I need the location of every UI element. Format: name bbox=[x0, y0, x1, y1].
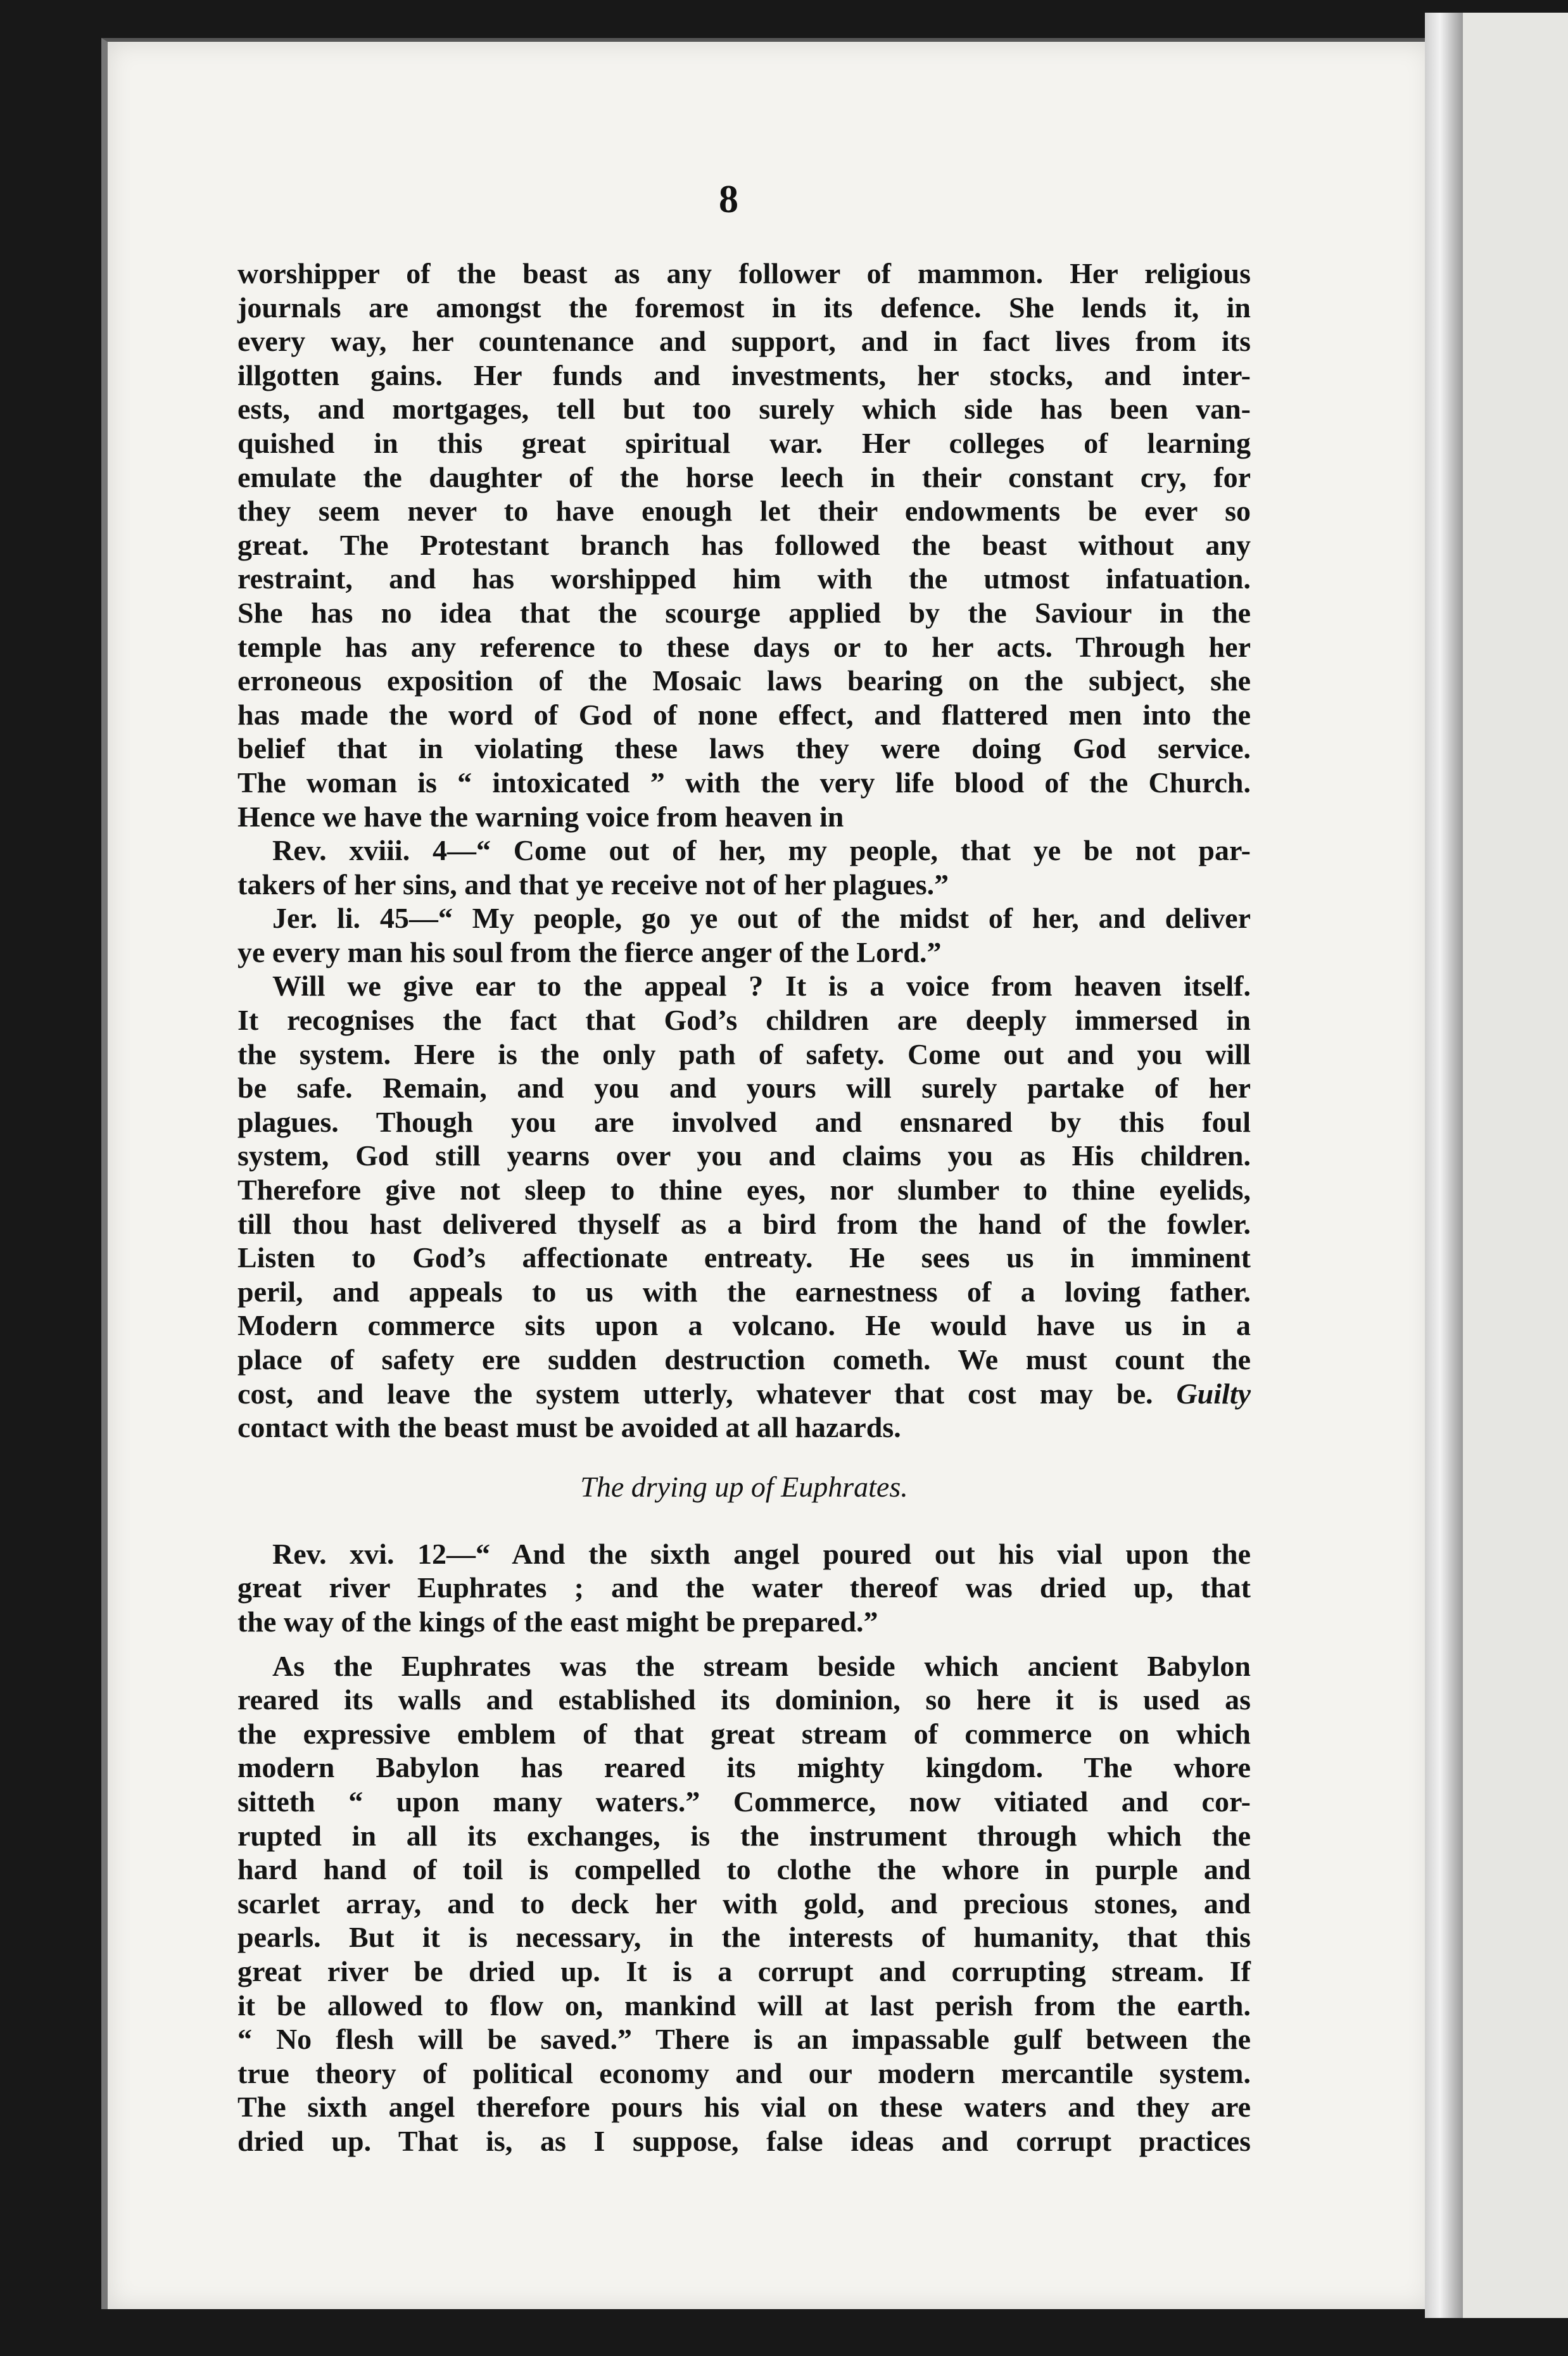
text-line: emulate the daughter of the horse leech in their constant cry, for bbox=[237, 460, 1251, 493]
book-spine bbox=[1425, 13, 1463, 2318]
facing-page-edge bbox=[1463, 13, 1568, 2318]
scripture-quote-line: Rev. xviii. 4—“ Come out of her, my people, that ye be not par- bbox=[272, 834, 1251, 867]
section-heading: The drying up of Euphrates. bbox=[580, 1470, 908, 1503]
text-line: Hence we have the warning voice from heaven in bbox=[237, 800, 844, 833]
scripture-quote-line: ye every man his soul from the fierce anger of the Lord.” bbox=[237, 935, 942, 968]
text-line: great. The Protestant branch has followed the beast without any bbox=[237, 528, 1251, 561]
page-number: 8 bbox=[719, 178, 738, 221]
scripture-quote-line: Rev. xvi. 12—“ And the sixth angel poured out his vial upon the bbox=[272, 1537, 1251, 1570]
text-line: erroneous exposition of the Mosaic laws bearing on the subject, she bbox=[237, 664, 1251, 697]
text-line: Will we give ear to the appeal ? It is a voice from heaven itself. bbox=[272, 970, 1251, 1003]
text-line: it be allowed to flow on, mankind will at last perish from the earth. bbox=[237, 1989, 1251, 2022]
text-line: Listen to God’s affectionate entreaty. He sees us in imminent bbox=[237, 1241, 1251, 1274]
text-line: modern Babylon has reared its mighty kingdom. The whore bbox=[237, 1751, 1251, 1784]
italic-word: Guilty bbox=[1176, 1377, 1251, 1410]
text-line: the expressive emblem of that great stream of commerce on which bbox=[237, 1717, 1251, 1750]
text-line: quished in this great spiritual war. Her colleges of learning bbox=[237, 426, 1251, 459]
text-line: the system. Here is the only path of safety. Come out and you will bbox=[237, 1037, 1251, 1070]
text-line: reared its walls and established its dominion, so here it is used as bbox=[237, 1683, 1251, 1716]
body-text bbox=[237, 256, 1251, 2158]
text-line: “ No flesh will be saved.” There is an impassable gulf between the bbox=[237, 2023, 1251, 2056]
text-line: ests, and mortgages, tell but too surely which side has been van- bbox=[237, 393, 1251, 426]
text-line: restraint, and has worshipped him with the utmost infatuation. bbox=[237, 562, 1251, 595]
text-line: sitteth “ upon many waters.” Commerce, now vitiated and cor- bbox=[237, 1785, 1251, 1818]
text-line: peril, and appeals to us with the earnestness of a loving father. bbox=[237, 1275, 1251, 1308]
text-line: till thou hast delivered thyself as a bird from the hand of the fowler. bbox=[237, 1207, 1251, 1240]
text-line: She has no idea that the scourge applied by the Saviour in the bbox=[237, 596, 1251, 629]
text-line: dried up. That is, as I suppose, false ideas and corrupt practices bbox=[237, 2124, 1251, 2157]
text-line-content: cost, and leave the system utterly, whatever that cost may be. bbox=[237, 1377, 1153, 1410]
text-line: illgotten gains. Her funds and investments, her stocks, and inter- bbox=[237, 358, 1251, 391]
text-line: temple has any reference to these days or to her acts. Through her bbox=[237, 630, 1251, 663]
text-line: It recognises the fact that God’s children are deeply immersed in bbox=[237, 1004, 1251, 1037]
text-line: system, God still yearns over you and claims you as His children. bbox=[237, 1139, 1251, 1172]
text-line: be safe. Remain, and you and yours will surely partake of her bbox=[237, 1072, 1251, 1105]
text-line: contact with the beast must be avoided at all hazards. bbox=[237, 1411, 901, 1444]
scripture-quote-line: great river Euphrates ; and the water thereof was dried up, that bbox=[237, 1571, 1251, 1604]
text-line: Modern commerce sits upon a volcano. He would have us in a bbox=[237, 1309, 1251, 1342]
text-line: worshipper of the beast as any follower of mammon. Her religious bbox=[237, 257, 1251, 289]
text-line: The woman is “ intoxicated ” with the very life blood of the Church. bbox=[237, 766, 1251, 799]
text-line: they seem never to have enough let their endowments be ever so bbox=[237, 495, 1251, 528]
scripture-quote-line: Jer. li. 45—“ My people, go ye out of the midst of her, and deliver bbox=[272, 902, 1251, 935]
text-line bbox=[237, 1377, 1251, 1411]
text-line: pearls. But it is necessary, in the interests of humanity, that this bbox=[237, 1921, 1251, 1954]
text-line: belief that in violating these laws they were doing God service. bbox=[237, 732, 1251, 765]
text-line: has made the word of God of none effect, and flattered men into the bbox=[237, 698, 1251, 731]
text-line: Therefore give not sleep to thine eyes, nor slumber to thine eyelids, bbox=[237, 1174, 1251, 1206]
text-line: rupted in all its exchanges, is the instrument through which the bbox=[237, 1819, 1251, 1852]
text-line: plagues. Though you are involved and ensnared by this foul bbox=[237, 1105, 1251, 1138]
text-line: journals are amongst the foremost in its defence. She lends it, in bbox=[237, 291, 1251, 324]
text-line: place of safety ere sudden destruction cometh. We must count the bbox=[237, 1343, 1251, 1376]
text-line: scarlet array, and to deck her with gold, and precious stones, and bbox=[237, 1887, 1251, 1920]
scripture-quote-line: takers of her sins, and that ye receive not of her plagues.” bbox=[237, 868, 949, 901]
text-line: true theory of political economy and our modern mercantile system. bbox=[237, 2056, 1251, 2089]
text-line: As the Euphrates was the stream beside which ancient Babylon bbox=[272, 1649, 1251, 1682]
scripture-quote-line: the way of the kings of the east might be prepared.” bbox=[237, 1605, 878, 1638]
paragraph-gap bbox=[237, 1639, 1251, 1649]
text-line: hard hand of toil is compelled to clothe the whore in purple and bbox=[237, 1853, 1251, 1886]
text-line: every way, her countenance and support, and in fact lives from its bbox=[237, 325, 1251, 358]
text-line: The sixth angel therefore pours his vial on these waters and they are bbox=[237, 2091, 1251, 2124]
text-line: great river be dried up. It is a corrupt and corrupting stream. If bbox=[237, 1954, 1251, 1987]
